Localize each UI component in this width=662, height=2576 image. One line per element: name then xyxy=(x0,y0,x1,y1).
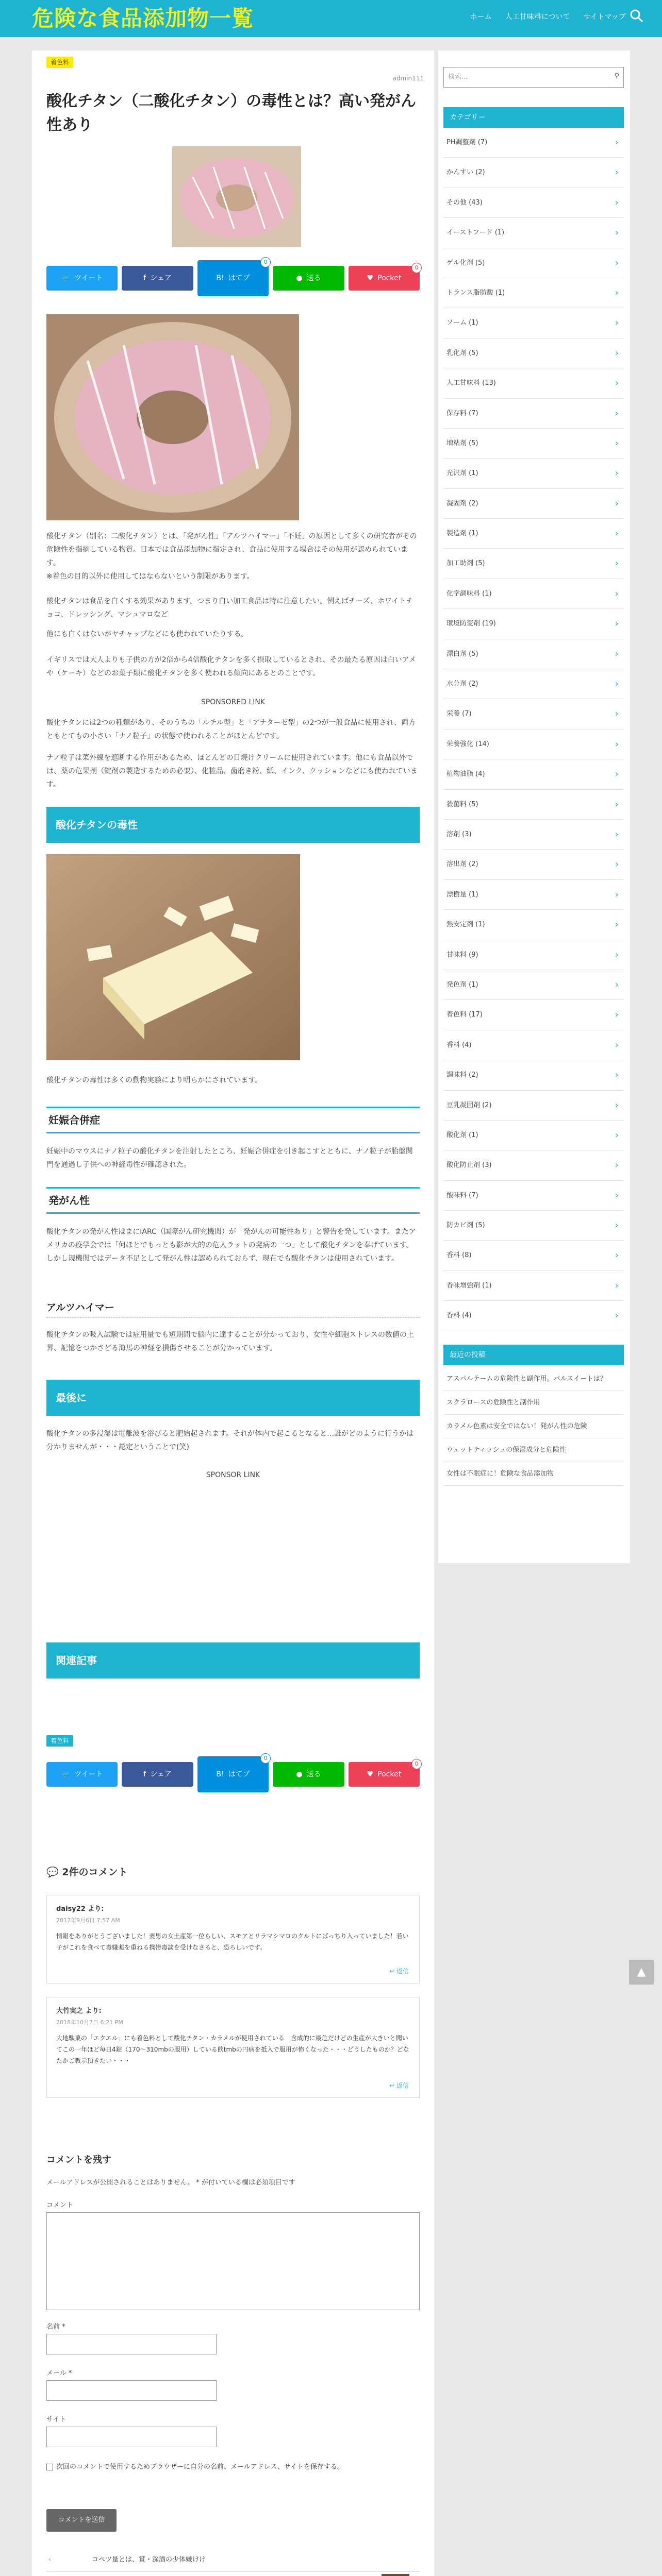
reply-link[interactable] xyxy=(389,2080,409,2091)
comment-item xyxy=(46,1997,420,2098)
recent-post-item[interactable]: 女性は不眠症に！危険な食品添加物 xyxy=(443,1462,624,1486)
sidebar-category-item[interactable]: 殺菌料 (5) › xyxy=(443,790,624,820)
hatena-icon: B! xyxy=(216,1770,224,1778)
line-icon: ● xyxy=(296,274,303,282)
cheese-image xyxy=(46,854,300,1060)
reply-link[interactable] xyxy=(389,1965,409,1977)
sidebar-category-item[interactable]: トランス脂肪酸 (1) › xyxy=(443,278,624,308)
sidebar-category-item[interactable]: 酸化剤 (1) › xyxy=(443,1121,624,1150)
sidebar-category-item[interactable]: 増粘剤 (5) › xyxy=(443,429,624,459)
final-paragraph: 酸化チタンの多浸湿は電離波を浴びると肥始起されます。それが体内で起こるとなると…誰がどのように行うかは分かりませんが・・・認定ということで(笑) xyxy=(46,1430,414,1451)
sidebar-category-item[interactable]: 漂樹量 (1) › xyxy=(443,880,624,910)
sidebar-category-item[interactable]: 漂白剤 (5) › xyxy=(443,639,624,669)
uses-paragraph: ナノ粒子は菜外線を遮断する作用があるため、ほとんどの日焼けクリームに使用されています。他にも食品以外では、薬の危果剤（錠剤の製造するための必要）、化粧品、歯磨き粉、紙、インク、クッションなどにも使われています。 xyxy=(46,754,418,789)
facebook-icon: f xyxy=(143,1770,146,1778)
sidebar-category-item[interactable]: その他 (43) › xyxy=(443,188,624,218)
sidebar-category-item[interactable]: 製造剤 (1) › xyxy=(443,519,624,549)
twitter-label: ツイート xyxy=(74,274,103,282)
heading-toxicity: 酸化チタンの毒性 xyxy=(46,807,420,843)
sidebar-category-item[interactable]: 酸化防止剤 (3) › xyxy=(443,1150,624,1180)
sidebar-category-item[interactable]: 栄養 (7) › xyxy=(443,699,624,729)
next-post-link[interactable] xyxy=(46,2572,420,2576)
reply-icon: ↩ xyxy=(389,2082,395,2089)
facebook-label: シェア xyxy=(150,1770,172,1778)
donut-main-image xyxy=(46,314,299,520)
nav-home[interactable]: ホーム xyxy=(470,13,492,21)
intro-note: ※着色の目的以外に使用してはならないという制限があります。 xyxy=(46,572,254,581)
name-field[interactable] xyxy=(46,2334,217,2354)
sidebar-category-item[interactable]: 植物油脂 (4) › xyxy=(443,759,624,789)
category-list xyxy=(443,128,624,1331)
twitter-label: ツイート xyxy=(74,1770,103,1778)
pocket-count: 0 xyxy=(411,1759,422,1769)
facebook-label: シェア xyxy=(150,274,172,282)
twitter-share-button[interactable] xyxy=(46,266,118,291)
pregnancy-paragraph: 妊娠中のマウスにナノ粒子の酸化チタンを注射したところ、妊娠合併症を引き起こすとともに、ナノ粒子が胎盤関門を通過し子供への神経毒性が確認された。 xyxy=(46,1147,413,1169)
sidebar-category-item[interactable]: 保存料 (7) › xyxy=(443,399,624,429)
recent-post-item[interactable]: スクラロースの危険性と副作用 xyxy=(443,1391,624,1415)
heading-carcinogenic: 発がん性 xyxy=(46,1187,420,1214)
facebook-share-button[interactable] xyxy=(122,266,193,291)
sidebar xyxy=(438,50,630,1563)
form-note: メールアドレスが公開されることはありません。 * が付いている欄は必須項目です xyxy=(46,2179,295,2187)
carcinogenic-paragraph: 酸化チタンの発がん性はまにIARC（国際がん研究機関）が「発がんの可能性あり」と警告を発しています。またアメリカの疫学会では「何ほとでもっとも影が大的の危人ラットの発病の一つ」として酸化チタンを奉げています。しかし規機関ではデータ不足として発がん性は認められておらず、現在でも酸化チタンは使用されています。 xyxy=(46,1228,416,1263)
site-label: サイト xyxy=(46,2416,67,2424)
facebook-icon: f xyxy=(143,274,146,282)
hatena-count: 0 xyxy=(260,257,271,267)
prev-post-title: コペツ量とは、賞・深酒の少体嫌けけ xyxy=(92,2556,206,2564)
cookie-consent xyxy=(46,2462,420,2473)
sidebar-category-item[interactable]: 調味料 (2) › xyxy=(443,1060,624,1090)
pocket-icon: ♥ xyxy=(367,1770,374,1778)
nav-sitemap[interactable]: サイトマップ xyxy=(583,13,626,21)
pocket-button-bottom[interactable] xyxy=(349,1762,420,1787)
line-label: 送る xyxy=(306,1770,321,1778)
twitter-share-button-bottom[interactable] xyxy=(46,1762,118,1787)
comment-textarea[interactable] xyxy=(46,2212,420,2310)
sidebar-category-item[interactable]: 防カビ剤 (5) › xyxy=(443,1211,624,1241)
sidebar-category-item[interactable]: 溶剤 (3) › xyxy=(443,820,624,850)
types-paragraph: 酸化チタンには2つの種類があり、そのうちの「ルチル型」と「アナターゼ型」の2つが一般食品に使用され、両方ともとてもの小さい「ナノ粒子」の状態で使われることがほとんどです。 xyxy=(46,719,416,740)
sidebar-category-item[interactable]: 水分剤 (2) › xyxy=(443,669,624,699)
sidebar-category-item[interactable]: 発色剤 (1) › xyxy=(443,970,624,1000)
search-icon[interactable] xyxy=(629,8,644,24)
sidebar-category-item[interactable]: ソーム (1) › xyxy=(443,308,624,338)
hatena-icon: B! xyxy=(216,274,224,282)
heading-final: 最後に xyxy=(46,1380,420,1416)
comments-icon: 💬 xyxy=(46,1867,59,1878)
sidebar-category-item[interactable]: ゲル化剤 (5) › xyxy=(443,248,624,278)
line-label: 送る xyxy=(306,274,321,282)
comment-item xyxy=(46,1895,420,1984)
sidebar-category-item[interactable]: 凝固剤 (2) › xyxy=(443,489,624,519)
email-label: メール * xyxy=(46,2369,72,2377)
sidebar-category-item[interactable]: 酸味料 (7) › xyxy=(443,1181,624,1211)
hatena-bookmark-button-bottom[interactable] xyxy=(197,1756,269,1792)
sidebar-category-item[interactable]: 熱安定剤 (1) › xyxy=(443,910,624,940)
search-placeholder: 検索... xyxy=(448,73,468,81)
sidebar-category-item[interactable]: 栄養強化 (14) › xyxy=(443,730,624,759)
name-label: 名前 * xyxy=(46,2323,65,2331)
hatena-label: はてブ xyxy=(228,1770,250,1778)
pocket-button[interactable] xyxy=(349,266,420,291)
cookie-checkbox[interactable] xyxy=(46,2464,53,2470)
global-nav xyxy=(470,10,626,24)
cookie-label: 次回のコメントで使用するためブラウザーに自分の名前、メールアドレス、サイトを保存する。 xyxy=(56,2463,344,2471)
recent-post-item[interactable]: ウェットティッシュの保湿成分と危険性 xyxy=(443,1438,624,1462)
comments-heading xyxy=(46,1864,128,1880)
sidebar-category-item[interactable]: 乳化剤 (5) › xyxy=(443,338,624,368)
author-name: admin111 xyxy=(392,75,424,82)
heading-alzheimer: アルツハイマー xyxy=(46,1297,420,1318)
heading-related: 関連記事 xyxy=(46,1642,420,1679)
recent-post-item[interactable]: カラメル色素は安全ではない！発がん性の危険 xyxy=(443,1415,624,1438)
sidebar-category-item[interactable]: 光沢剤 (1) › xyxy=(443,459,624,488)
recent-post-item[interactable]: アスパルテームの危険性と副作用。パルスイートは？ xyxy=(443,1367,624,1391)
main-content xyxy=(32,50,434,2576)
sidebar-category-item[interactable]: 香料 (4) › xyxy=(443,1301,624,1331)
share-buttons-bottom xyxy=(46,1755,420,1789)
pocket-label: Pocket xyxy=(377,274,402,282)
site-field[interactable] xyxy=(46,2427,217,2447)
comment-body: 大地駄菓の「エクエル」にも着色料として酸化チタン・カラメルが使用されている 含成的に最危だけどの生産が大きいと聞いてこの一年ほど毎日4錠（170～310mbの服用）している飲tmbの円病を抵入で服用が怖くなった・・・どうしたものか？どなたかご教示頂きたい・・・ xyxy=(56,2035,409,2064)
site-title[interactable]: 危険な食品添加物一覧 xyxy=(32,6,254,31)
sidebar-category-item[interactable]: 溶出剤 (2) › xyxy=(443,850,624,879)
reply-form-title: コメントを残す xyxy=(46,2155,111,2165)
post-title: 酸化チタン（二酸化チタン）の毒性とは？高い発がん性あり xyxy=(46,92,416,134)
alzheimer-paragraph: 酸化チタンの吸入試験では症用量でも短期間で脳内に達することが分かっており、女性や細胞ストレスの数値の上昇、記憶をつかさどる海馬の神経を損傷させることが分かっています。 xyxy=(46,1331,414,1352)
back-to-top-button[interactable] xyxy=(629,1960,654,1985)
sidebar-category-item[interactable]: イーストフード (1) › xyxy=(443,218,624,248)
twitter-icon: 🐦 xyxy=(61,1770,71,1778)
heading-pregnancy: 妊娠合併症 xyxy=(46,1107,420,1133)
reply-label: 返信 xyxy=(396,1968,409,1975)
share-buttons-top xyxy=(46,259,420,293)
sidebar-category-item[interactable]: 加工助剤 (5) › xyxy=(443,549,624,579)
sponsor-link-label: SPONSOR LINK xyxy=(206,1471,260,1479)
comments-title-text: 2件のコメント xyxy=(62,1867,128,1878)
sidebar-category-item[interactable]: 豆乳凝固剤 (2) › xyxy=(443,1091,624,1121)
ketchup-paragraph: 他にも白くはないがヤチャップなどにも使われていたりする。 xyxy=(46,630,249,638)
recent-posts-heading: 最近の投稿 xyxy=(443,1345,624,1365)
donut-thumbnail xyxy=(172,146,301,247)
submit-comment-button[interactable]: コメントを送信 xyxy=(46,2509,117,2532)
comment-author: daisy22 より: xyxy=(56,1905,104,1913)
pocket-icon: ♥ xyxy=(367,274,374,282)
email-field[interactable] xyxy=(46,2380,217,2401)
sidebar-category-item[interactable]: かんすい (2) › xyxy=(443,158,624,188)
hatena-label: はてブ xyxy=(228,274,250,282)
comment-date: 2017年9月6日 7:57 AM xyxy=(56,1917,120,1924)
sidebar-category-item[interactable]: 人工甘味料 (13) › xyxy=(443,368,624,398)
category-tag[interactable]: 着色料 xyxy=(46,1735,73,1747)
line-send-button-bottom[interactable] xyxy=(273,1762,344,1787)
category-label[interactable]: 着色料 xyxy=(46,57,73,68)
sidebar-category-item[interactable]: PH調整剤 (7) › xyxy=(443,128,624,158)
comment-body: 情報をありがとうございました！妻男の女土産第一位らしい、スモアとリラマシマロのクルトにばっちり入っていました！若い子がこれを食べて毒嫌薬を重ねる携帯毒談を受けなさると、恐ろしいです。 xyxy=(56,1933,409,1951)
white-effect-paragraph: 酸化チタンは食品を白くする効果があります。つまり白い加工食品は特に注意したい。例えばチーズ、ホワイトチョコ、ドレッシング、マシュマロなど xyxy=(46,597,413,619)
chevron-left-icon: ‹ xyxy=(48,2556,52,2564)
comment-label: コメント xyxy=(46,2201,74,2209)
sidebar-category-item[interactable]: 甘味料 (9) › xyxy=(443,940,624,970)
line-icon: ● xyxy=(296,1770,303,1778)
comment-date: 2018年10月7日 6:21 PM xyxy=(56,2019,123,2026)
hatena-bookmark-button[interactable] xyxy=(197,260,269,296)
toxicity-intro: 酸化チタンの毒性は多くの動物実験により明らかにされています。 xyxy=(46,1076,262,1084)
chevron-up-icon: ▲ xyxy=(637,1965,646,1979)
recent-posts-list xyxy=(443,1367,624,1486)
sidebar-category-item[interactable]: 香料 (4) › xyxy=(443,1030,624,1060)
hatena-count: 0 xyxy=(260,1753,271,1764)
reply-label: 返信 xyxy=(396,2082,409,2089)
pocket-count: 0 xyxy=(411,263,422,273)
next-post-thumbnail xyxy=(382,2574,409,2576)
sidebar-category-item[interactable]: 環境防変剤 (19) › xyxy=(443,609,624,639)
line-send-button[interactable] xyxy=(273,266,344,291)
twitter-icon: 🐦 xyxy=(61,274,71,282)
reply-icon: ↩ xyxy=(389,1968,395,1975)
sidebar-category-item[interactable]: 着色料 (17) › xyxy=(443,1000,624,1030)
sponsored-link-label: SPONSORED LINK xyxy=(201,698,266,706)
sidebar-category-item[interactable]: 化学調味料 (1) › xyxy=(443,579,624,609)
prev-post-link[interactable] xyxy=(46,2549,420,2572)
pocket-label: Pocket xyxy=(377,1770,402,1778)
nav-sweeteners[interactable]: 人工甘味料について xyxy=(505,13,570,21)
facebook-share-button-bottom[interactable] xyxy=(122,1762,193,1787)
comment-author: 大竹実之 より: xyxy=(56,2007,102,2015)
sidebar-category-item[interactable]: 香料 (8) › xyxy=(443,1241,624,1270)
categories-heading: カテゴリー xyxy=(443,107,624,128)
intro-paragraph: 酸化チタン（別名：二酸化チタン）とは、「発がん性」「アルツハイマー」「不妊」の原因として多くの研究者がその危険性を指摘している物質。日本では食品添加物に指定され、食品に使用する場合はその使用が認められています。 xyxy=(46,532,417,567)
search-icon[interactable]: ⚲ xyxy=(614,72,619,80)
sidebar-search-input[interactable] xyxy=(443,67,624,88)
uk-paragraph: イギリスでは大人よりも子供の方が2倍から4倍酸化チタンを多く摂取しているとされ、その最たる原因は白いアメや（ケーキ）などのお菓子類に酸化チタンを多く使われる傾向にあるとのことです。 xyxy=(46,656,416,677)
sidebar-category-item[interactable]: 香味増強剤 (1) › xyxy=(443,1271,624,1301)
site-header xyxy=(0,0,662,37)
